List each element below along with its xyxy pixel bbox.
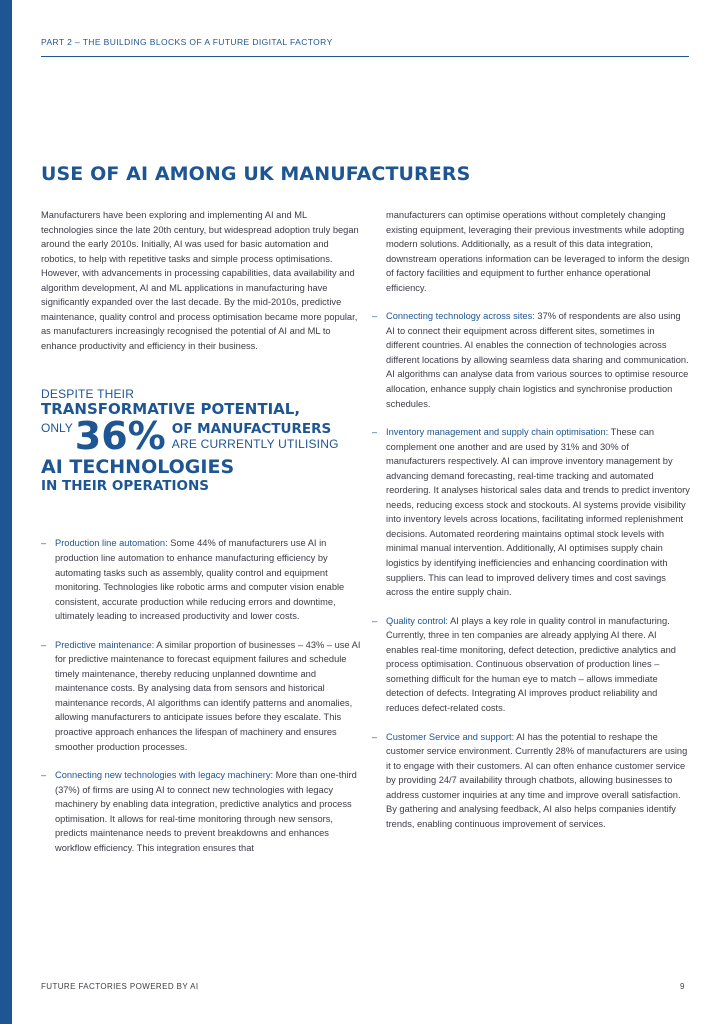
bullet-lead: Connecting new technologies with legacy machinery: xyxy=(55,770,274,781)
page-number: 9 xyxy=(680,982,685,991)
bullet-lead: Connecting technology across sites: xyxy=(386,311,535,322)
side-accent-bar xyxy=(0,0,12,1024)
bullet-customer-service xyxy=(372,730,690,832)
section-header: PART 2 – THE BUILDING BLOCKS OF A FUTURE DIGITAL FACTORY xyxy=(41,37,333,47)
bullet-connecting-sites xyxy=(372,309,690,411)
pull-quote-percent: 36% xyxy=(74,414,166,459)
bullet-legacy-machinery xyxy=(41,768,361,855)
right-bullet-list xyxy=(372,309,690,831)
pull-quote-stat-row xyxy=(41,414,361,459)
bullet-lead: Predictive maintenance: xyxy=(55,639,155,650)
intro-paragraph: Manufacturers have been exploring and implementing AI and ML technologies since the late 20th century, but widespread adoption truly began around the early 2010s. Initially, AI was used for basic automation and robotics, to help with repetitive tasks and simple process optimisations. However, with advancements in processing capabilities, data availability and algorithm development, AI and ML applications in manufacturing have significantly expanded over the last decade. By the mid-2010s, predictive maintenance, quality control and process optimisation became more popular, as manufacturers increasingly recognised the potential of AI and ML to enhance productivity and efficiency in their business. xyxy=(41,210,359,351)
bullet-lead: Inventory management and supply chain optimisation: xyxy=(386,427,609,438)
bullet-production-line-automation xyxy=(41,536,361,623)
bullet-lead: Quality control: xyxy=(386,615,449,626)
bullet-text: AI plays a key role in quality control in manufacturing. Currently, three in ten companies are already applying AI there. AI enables real-time monitoring, defect detection, predictive analytics and process optimisation. Continuous observation of production lines – something difficult for the human eye to match – allows immediate detection of defects. Integrating AI improves product reliability and reduces defect-related costs. xyxy=(386,615,676,713)
pull-quote-only: ONLY xyxy=(41,421,73,436)
pull-quote-currently: ARE CURRENTLY UTILISING xyxy=(171,437,339,452)
footer-publication: FUTURE FACTORIES POWERED BY AI xyxy=(41,982,199,991)
header-divider xyxy=(41,56,689,57)
pull-quote-manufacturers: OF MANUFACTURERS xyxy=(171,421,332,438)
bullet-predictive-maintenance xyxy=(41,638,361,754)
pull-quote-operations: IN THEIR OPERATIONS xyxy=(41,478,209,495)
bullet-text: 37% of respondents are also using AI to connect their equipment across different sites, sometimes in different countries. AI enables the connection of technologies across different locations by allowing seamless data sharing and communication. AI algorithms can analyse data from various sources to optimise resource allocation, enhance supply chain logistics and synchronise production schedules. xyxy=(386,311,689,409)
bullet-inventory-supply-chain xyxy=(372,425,690,600)
bullet-text: AI has the potential to reshape the customer service environment. Currently 28% of manufacturers are using it to engage with their customers. AI can often enhance customer service by providing 24/7 availability through chatbots, allowing businesses to address customer inquiries at any time and improve overall satisfaction. By gathering and analysing feedback, AI also helps companies identify trends, enabling continuous improvement of services. xyxy=(386,731,688,829)
pull-quote-line2: TRANSFORMATIVE POTENTIAL, xyxy=(41,400,301,419)
page-title: USE OF AI AMONG UK MANUFACTURERS xyxy=(41,163,471,185)
bullet-text: These can complement one another and are used by 31% and 30% of manufacturers respectively. AI can improve inventory management by advancing demand forecasting, real-time tracking and automated reordering. It analyses historical sales data and trends to predict inventory needs, reducing excess stock and stockouts. AI systems provide visibility into inventory levels across locations, facilitating informed replenishment decisions. Automated reordering maintains optimal stock levels with minimal manual intervention. Additionally, AI optimises supply chain logistics by identifying inefficiencies and enhancing coordination with suppliers. This can lead to improved delivery times and cost savings across the entire supply chain. xyxy=(386,427,690,598)
left-bullet-list xyxy=(41,536,361,855)
pull-quote-ai-technologies: AI TECHNOLOGIES xyxy=(41,456,235,479)
bullet-text: Some 44% of manufacturers use AI in production line automation to enhance manufacturing efficiency by automating tasks such as assembly, quality control and equipment monitoring. Technologies like robotic arms and computer vision enable consistent, accurate production while reducing errors and downtime, ultimately leading to increased productivity and lower costs. xyxy=(55,538,345,622)
bullet-lead: Customer Service and support: xyxy=(386,731,515,742)
bullet-lead: Production line automation: xyxy=(55,538,168,549)
pull-quote-line1: DESPITE THEIR xyxy=(41,387,135,402)
bullet-quality-control xyxy=(372,614,690,716)
bullet-text: A similar proportion of businesses – 43% – use AI for predictive maintenance to forecast equipment failures and schedule timely maintenance, thereby reducing unplanned downtime and maintenance costs. By analysing data from sensors and historical maintenance records, AI algorithms can identify patterns and anomalies, allowing manufacturers to anticipate issues before they escalate. This proactive approach enhances the lifespan of machinery and ensures smoother production processes. xyxy=(55,639,361,752)
pull-quote-stack xyxy=(172,421,339,451)
left-column xyxy=(41,208,361,855)
continuation-paragraph: manufacturers can optimise operations without completely changing existing equipment, leveraging their previous investments while adopting modern solutions. Additionally, as a result of this data integration, downstream operations information can be leveraged to inform the design of factory facilities and equipment to further enhance operational efficiency. xyxy=(386,210,690,293)
pull-quote xyxy=(41,387,361,494)
right-column xyxy=(372,208,690,831)
bullet-text: More than one-third (37%) of firms are using AI to connect new technologies with legacy machinery by enabling data integration, predictive analytics and process optimisation. It allows for real-time monitoring through new sensors, predicts maintenance needs to prevent breakdowns and enhances workflow efficiency. This integration ensures that xyxy=(55,770,357,853)
